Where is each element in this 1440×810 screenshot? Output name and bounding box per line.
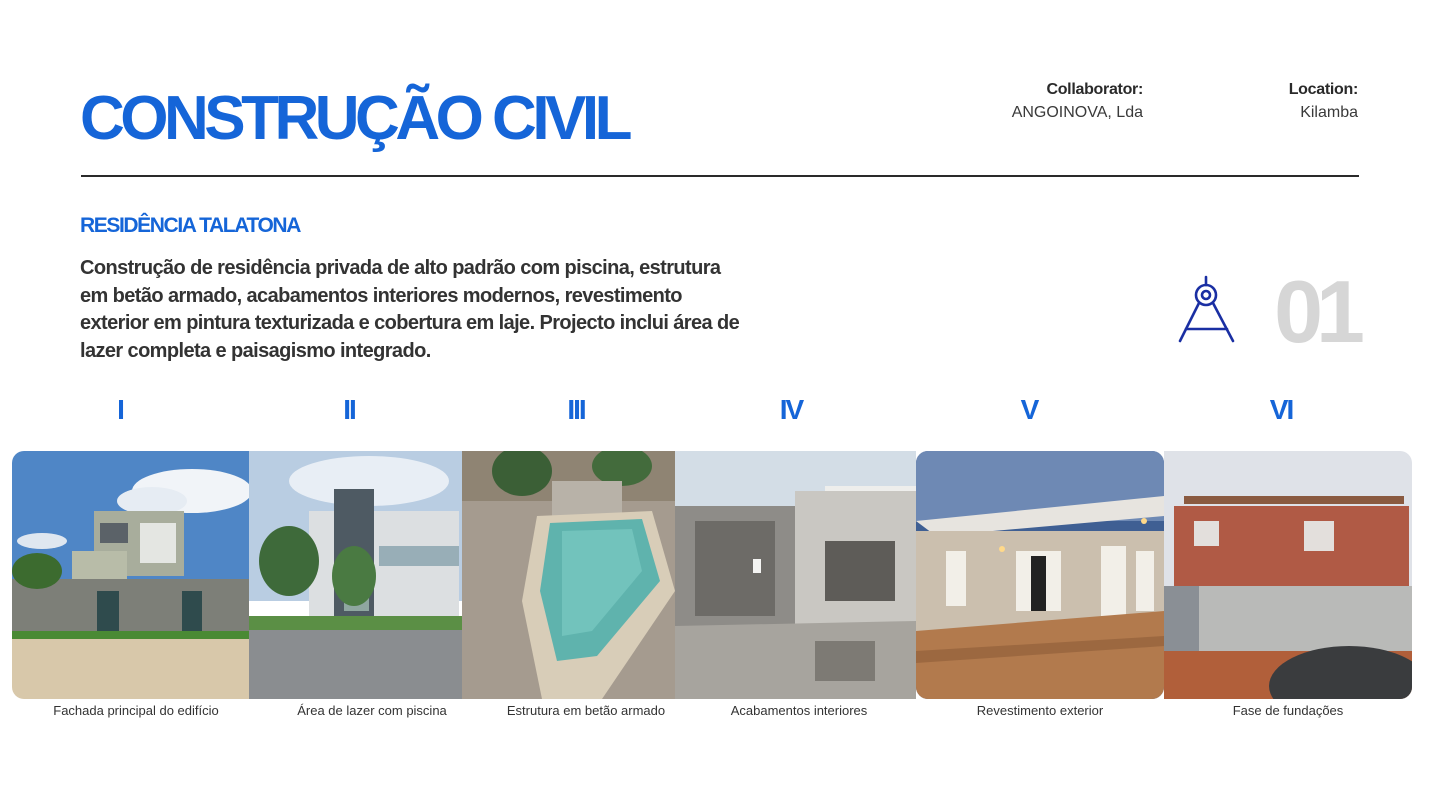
phase-numeral-3: III xyxy=(567,394,585,425)
phase-caption-5: Revestimento exterior xyxy=(976,703,1104,718)
phase-numeral-4: IV xyxy=(779,394,803,425)
phase-caption-6: Fase de fundações xyxy=(1232,703,1344,718)
phase-caption-4: Acabamentos interiores xyxy=(730,703,868,718)
phase-caption-1: Fachada principal do edifício xyxy=(53,703,219,718)
location-label: Location: xyxy=(1288,81,1358,98)
location-block xyxy=(1289,80,1358,125)
photo-foundations xyxy=(1164,451,1412,699)
phase-numeral-6: VI xyxy=(1269,394,1293,425)
drafting-compass-icon xyxy=(1175,275,1237,345)
header-divider xyxy=(81,175,1359,177)
photo-facade xyxy=(12,451,249,699)
phase-numeral-2: II xyxy=(343,394,355,425)
location-value: Kilamba xyxy=(1300,104,1358,121)
project-number: 01 xyxy=(1274,262,1358,361)
project-description: Construção de residência privada de alto padrão com piscina, estrutura em betão armado, acabamentos interiores modernos, revestimento exterior em pintura texturizada e cobertura em laje. Projecto inclui área de lazer completa e paisagismo integrado. xyxy=(80,257,740,362)
phase-numeral-1: I xyxy=(117,394,123,425)
phase-caption-2: Área de lazer com piscina xyxy=(297,703,447,718)
photo-exterior-cladding xyxy=(916,451,1164,699)
collaborator-label: Collaborator: xyxy=(1046,81,1143,98)
photo-leisure-area xyxy=(249,451,462,699)
page-title: CONSTRUÇÃO CIVIL xyxy=(80,84,628,153)
phase-caption-3: Estrutura em betão armado xyxy=(506,703,666,718)
collaborator-value: ANGOINOVA, Lda xyxy=(1011,104,1143,121)
collaborator-block xyxy=(1012,80,1143,125)
project-name: RESIDÊNCIA TALATONA xyxy=(80,214,300,237)
photo-interior-finishes xyxy=(675,451,916,699)
photo-pool-structure xyxy=(462,451,675,699)
phase-numeral-5: V xyxy=(1020,394,1038,425)
